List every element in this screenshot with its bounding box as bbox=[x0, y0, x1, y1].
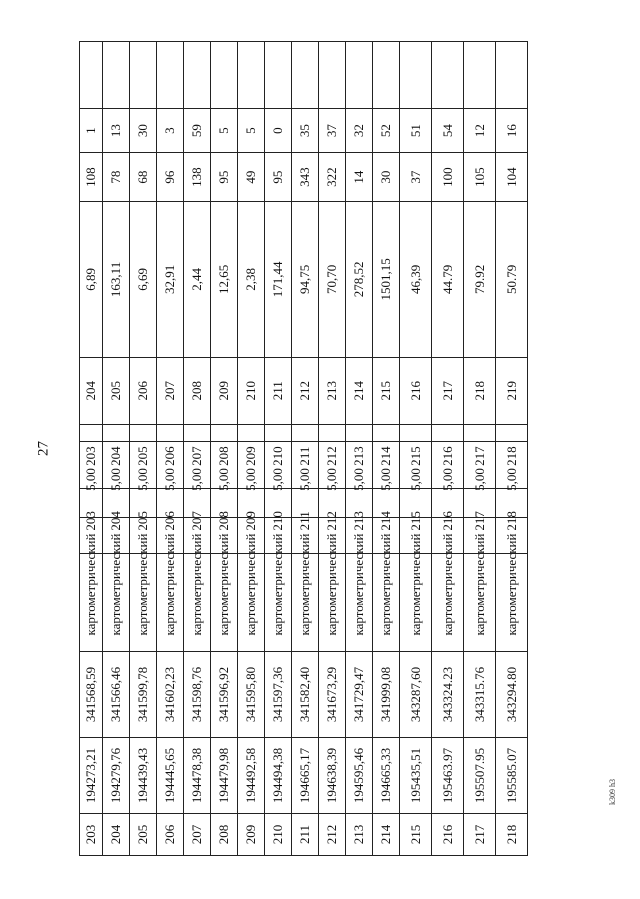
table-cell bbox=[346, 42, 373, 109]
table-cell: картометрический bbox=[464, 518, 496, 652]
page-number: 27 bbox=[35, 441, 52, 456]
table-cell: 341602,23 bbox=[157, 652, 184, 738]
table-cell bbox=[103, 42, 130, 109]
table-cell: 46,39 bbox=[400, 202, 432, 358]
table-cell: 5 bbox=[238, 108, 265, 153]
table-cell: 51 bbox=[400, 108, 432, 153]
table-cell: 211 bbox=[292, 488, 319, 553]
table-cell: 341999,08 bbox=[373, 652, 400, 738]
table-cell: 2,38 bbox=[238, 202, 265, 358]
table-cell: 322 bbox=[319, 153, 346, 202]
table-cell: 207 bbox=[184, 488, 211, 553]
table-cell bbox=[238, 42, 265, 109]
table-cell: 343287,60 bbox=[400, 652, 432, 738]
table-cell: 194595,46 bbox=[346, 738, 373, 814]
table-cell: 96 bbox=[157, 153, 184, 202]
table-cell: картометрический bbox=[80, 518, 103, 652]
table-cell: 16 bbox=[496, 108, 528, 153]
table-cell: 341598,76 bbox=[184, 652, 211, 738]
table-cell: 194279,76 bbox=[103, 738, 130, 814]
table-cell: 208 bbox=[211, 488, 238, 553]
table-cell bbox=[496, 42, 528, 109]
table-row bbox=[400, 442, 432, 856]
table-cell: 5,00 bbox=[157, 442, 184, 518]
table-cell: 32,91 bbox=[157, 202, 184, 358]
table-cell: 100 bbox=[432, 153, 464, 202]
table-cell bbox=[211, 42, 238, 109]
table-cell: 203 bbox=[80, 424, 103, 488]
table-cell: 6,69 bbox=[130, 202, 157, 358]
table-cell: картометрический bbox=[292, 518, 319, 652]
table-cell: 194665,17 bbox=[292, 738, 319, 814]
table-cell: 206 bbox=[130, 357, 157, 424]
table-row bbox=[130, 442, 157, 856]
table-cell: 5,00 bbox=[211, 442, 238, 518]
table-cell: 95 bbox=[211, 153, 238, 202]
table-cell: 108 bbox=[80, 153, 103, 202]
table-cell: 215 bbox=[400, 814, 432, 856]
table-cell: 217 bbox=[464, 814, 496, 856]
table-row bbox=[157, 442, 184, 856]
table-cell: 210 bbox=[238, 357, 265, 424]
table-cell: 341566,46 bbox=[103, 652, 130, 738]
table-cell: картометрический bbox=[238, 518, 265, 652]
table-cell: 59 bbox=[184, 108, 211, 153]
table-cell: картометрический bbox=[103, 518, 130, 652]
table-row bbox=[265, 442, 292, 856]
table-cell: 341596,92 bbox=[211, 652, 238, 738]
table-cell: 217 bbox=[464, 424, 496, 488]
table-cell: 213 bbox=[346, 814, 373, 856]
table-cell: 341597,36 bbox=[265, 652, 292, 738]
table-cell: картометрический bbox=[432, 518, 464, 652]
table-cell bbox=[265, 42, 292, 109]
table-cell: картометрический bbox=[319, 518, 346, 652]
table-cell: 12 bbox=[464, 108, 496, 153]
table-cell: 215 bbox=[400, 488, 432, 553]
table-cell: 212 bbox=[292, 357, 319, 424]
table-cell: 214 bbox=[346, 357, 373, 424]
table-cell: 206 bbox=[157, 814, 184, 856]
table-cell: 208 bbox=[184, 357, 211, 424]
table-cell: картометрический bbox=[265, 518, 292, 652]
table-cell: 203 bbox=[80, 814, 103, 856]
table-cell: картометрический bbox=[130, 518, 157, 652]
table-cell: 209 bbox=[238, 814, 265, 856]
table-cell: 37 bbox=[319, 108, 346, 153]
table-cell: 218 bbox=[464, 357, 496, 424]
table-cell: 2,44 bbox=[184, 202, 211, 358]
table-cell: 6,89 bbox=[80, 202, 103, 358]
document-stamp: k309 h3 bbox=[608, 779, 617, 805]
table-cell bbox=[400, 42, 432, 109]
table-cell: 343 bbox=[292, 153, 319, 202]
table-cell: 1 bbox=[80, 108, 103, 153]
table-cell: 216 bbox=[400, 357, 432, 424]
table-cell: 194478,38 bbox=[184, 738, 211, 814]
table-cell: 209 bbox=[238, 488, 265, 553]
table-cell: 211 bbox=[292, 424, 319, 488]
table-row bbox=[184, 442, 211, 856]
table-cell: 79.92 bbox=[464, 202, 496, 358]
table-cell: 0 bbox=[265, 108, 292, 153]
table-cell: 194479,98 bbox=[211, 738, 238, 814]
table-cell: 204 bbox=[103, 424, 130, 488]
table-cell: 205 bbox=[130, 424, 157, 488]
table-cell: 195435,51 bbox=[400, 738, 432, 814]
table-cell: 206 bbox=[157, 488, 184, 553]
table-cell: 104 bbox=[496, 153, 528, 202]
table-cell: 5,00 bbox=[292, 442, 319, 518]
table-cell: 213 bbox=[346, 424, 373, 488]
table-cell: 216 bbox=[432, 488, 464, 553]
table-cell: картометрический bbox=[184, 518, 211, 652]
table-cell: 214 bbox=[373, 814, 400, 856]
table-cell: 78 bbox=[103, 153, 130, 202]
table-cell: 5,00 bbox=[130, 442, 157, 518]
table-cell: 5,00 bbox=[319, 442, 346, 518]
table-row bbox=[319, 442, 346, 856]
table-cell: 5,00 bbox=[184, 442, 211, 518]
table-cell: 216 bbox=[432, 424, 464, 488]
table-cell bbox=[432, 42, 464, 109]
table-cell: 5,00 bbox=[80, 442, 103, 518]
table-cell: 210 bbox=[265, 424, 292, 488]
table-cell: 217 bbox=[464, 488, 496, 553]
table-cell: 341568,59 bbox=[80, 652, 103, 738]
table-cell: 195585.07 bbox=[496, 738, 528, 814]
table-cell: 211 bbox=[292, 814, 319, 856]
table-cell: 212 bbox=[319, 488, 346, 553]
table-cell: 341595,80 bbox=[238, 652, 265, 738]
table-cell: 32 bbox=[346, 108, 373, 153]
table-cell: 214 bbox=[373, 488, 400, 553]
table-cell: 5 bbox=[211, 108, 238, 153]
table-cell: 210 bbox=[265, 814, 292, 856]
table-cell: 70,70 bbox=[319, 202, 346, 358]
table-cell: 5,00 bbox=[400, 442, 432, 518]
table-cell: 213 bbox=[319, 357, 346, 424]
table-cell: 210 bbox=[265, 488, 292, 553]
table-cell: 215 bbox=[373, 357, 400, 424]
table-cell: 218 bbox=[496, 424, 528, 488]
table-cell: 35 bbox=[292, 108, 319, 153]
table-cell: 209 bbox=[238, 424, 265, 488]
table-cell: картометрический bbox=[157, 518, 184, 652]
table-cell: 205 bbox=[130, 814, 157, 856]
table-cell: 194638,39 bbox=[319, 738, 346, 814]
table-cell: 49 bbox=[238, 153, 265, 202]
table-cell: 5,00 bbox=[265, 442, 292, 518]
table-cell: 216 bbox=[432, 814, 464, 856]
table-cell: 1501,15 bbox=[373, 202, 400, 358]
table-cell: 213 bbox=[346, 488, 373, 553]
table-row bbox=[346, 442, 373, 856]
table-row bbox=[464, 442, 496, 856]
table-cell: 205 bbox=[103, 357, 130, 424]
table-cell: 13 bbox=[103, 108, 130, 153]
table-cell: 194439,43 bbox=[130, 738, 157, 814]
table-cell: 217 bbox=[432, 357, 464, 424]
table-cell: 343294.80 bbox=[496, 652, 528, 738]
table-cell: 5,00 bbox=[346, 442, 373, 518]
table-cell: 211 bbox=[265, 357, 292, 424]
table-cell: 341599,78 bbox=[130, 652, 157, 738]
table-cell: 207 bbox=[184, 424, 211, 488]
table-cell: 195463.97 bbox=[432, 738, 464, 814]
table-cell: 219 bbox=[496, 357, 528, 424]
table-cell bbox=[373, 42, 400, 109]
table-cell: 94,75 bbox=[292, 202, 319, 358]
table-cell: 14 bbox=[346, 153, 373, 202]
table-cell: 54 bbox=[432, 108, 464, 153]
table-cell: 203 bbox=[80, 488, 103, 553]
table-cell: 207 bbox=[157, 357, 184, 424]
table-cell: 105 bbox=[464, 153, 496, 202]
table-cell: 194665,33 bbox=[373, 738, 400, 814]
table-cell: 5,00 bbox=[373, 442, 400, 518]
table-row bbox=[373, 442, 400, 856]
coordinates-table bbox=[79, 441, 528, 856]
table-cell: 12,65 bbox=[211, 202, 238, 358]
table-cell: 341582,40 bbox=[292, 652, 319, 738]
table-cell: 171,44 bbox=[265, 202, 292, 358]
table-cell: 5,00 bbox=[432, 442, 464, 518]
table-cell: 209 bbox=[211, 357, 238, 424]
table-row bbox=[238, 442, 265, 856]
table-cell bbox=[292, 42, 319, 109]
table-row bbox=[211, 442, 238, 856]
table-cell bbox=[80, 42, 103, 109]
table-row bbox=[432, 442, 464, 856]
table-cell: 212 bbox=[319, 814, 346, 856]
table-cell: картометрический bbox=[346, 518, 373, 652]
table-cell: 215 bbox=[400, 424, 432, 488]
table-cell: 138 bbox=[184, 153, 211, 202]
table-cell: 204 bbox=[103, 488, 130, 553]
table-cell: 68 bbox=[130, 153, 157, 202]
table-cell: 194273,21 bbox=[80, 738, 103, 814]
table-cell: 204 bbox=[80, 357, 103, 424]
table-cell: 278,52 bbox=[346, 202, 373, 358]
table-cell: 206 bbox=[157, 424, 184, 488]
table-cell: 5,00 bbox=[464, 442, 496, 518]
table-cell: 5,00 bbox=[496, 442, 528, 518]
table-cell: картометрический bbox=[211, 518, 238, 652]
table-cell: 341673,29 bbox=[319, 652, 346, 738]
table-cell: 30 bbox=[373, 153, 400, 202]
table-cell: 218 bbox=[496, 814, 528, 856]
table-row bbox=[80, 442, 103, 856]
table-cell: картометрический bbox=[400, 518, 432, 652]
table-cell: 37 bbox=[400, 153, 432, 202]
table-cell: 194445,65 bbox=[157, 738, 184, 814]
table-cell bbox=[319, 42, 346, 109]
table-cell bbox=[464, 42, 496, 109]
table-cell bbox=[157, 42, 184, 109]
table-row bbox=[292, 442, 319, 856]
table-cell: 44.79 bbox=[432, 202, 464, 358]
table-cell bbox=[184, 42, 211, 109]
table-cell: 194494,38 bbox=[265, 738, 292, 814]
table-cell: 3 bbox=[157, 108, 184, 153]
table-cell: 343315.76 bbox=[464, 652, 496, 738]
table-cell: 214 bbox=[373, 424, 400, 488]
table-cell: 204 bbox=[103, 814, 130, 856]
table-cell: 5,00 bbox=[238, 442, 265, 518]
table-cell bbox=[130, 42, 157, 109]
table-cell: 95 bbox=[265, 153, 292, 202]
table-cell: 195507.95 bbox=[464, 738, 496, 814]
table-cell: 212 bbox=[319, 424, 346, 488]
table-cell: 218 bbox=[496, 488, 528, 553]
table-cell: 343324.23 bbox=[432, 652, 464, 738]
table-cell: картометрический bbox=[373, 518, 400, 652]
table-cell: 50.79 bbox=[496, 202, 528, 358]
table-row bbox=[103, 442, 130, 856]
table-cell: 194492,58 bbox=[238, 738, 265, 814]
table-cell: 205 bbox=[130, 488, 157, 553]
table-cell: 5,00 bbox=[103, 442, 130, 518]
table-cell: картометрический bbox=[496, 518, 528, 652]
table-cell: 341729,47 bbox=[346, 652, 373, 738]
table-cell: 30 bbox=[130, 108, 157, 153]
table-cell: 52 bbox=[373, 108, 400, 153]
table-row bbox=[496, 442, 528, 856]
table-cell: 208 bbox=[211, 424, 238, 488]
table-cell: 208 bbox=[211, 814, 238, 856]
table-cell: 163,11 bbox=[103, 202, 130, 358]
table-cell: 207 bbox=[184, 814, 211, 856]
